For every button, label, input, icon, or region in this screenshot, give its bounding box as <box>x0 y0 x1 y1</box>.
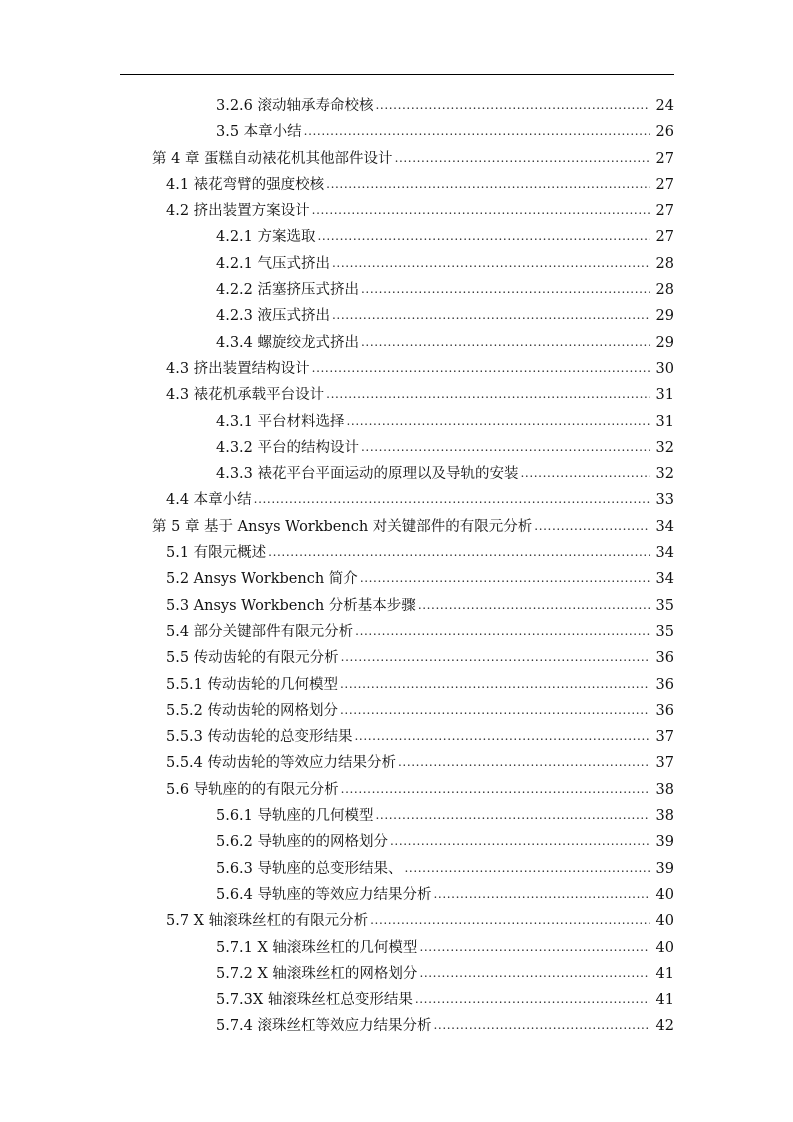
toc-entry-title: 5.7.2 X 轴滚珠丝杠的网格划分 <box>216 965 418 982</box>
toc-entry[interactable] <box>0 935 793 961</box>
toc-dot-leader <box>434 1013 650 1039</box>
toc-entry[interactable] <box>0 93 793 119</box>
toc-entry-page-number: 40 <box>655 886 674 903</box>
toc-entry[interactable] <box>0 645 793 671</box>
toc-entry[interactable] <box>0 566 793 592</box>
toc-entry-title: 5.5 传动齿轮的有限元分析 <box>166 650 339 667</box>
toc-entry-title: 5.1 有限元概述 <box>166 545 267 562</box>
toc-entry-title: 4.3.4 螺旋绞龙式挤出 <box>216 334 360 351</box>
toc-entry-page-number: 27 <box>655 176 674 193</box>
toc-entry-page-number: 30 <box>655 360 674 377</box>
toc-entry-title: 4.2 挤出装置方案设计 <box>166 203 310 220</box>
toc-dot-leader <box>370 908 650 934</box>
toc-entry-title: 4.2.1 方案选取 <box>216 229 316 246</box>
toc-entry[interactable] <box>0 356 793 382</box>
toc-entry-page-number: 41 <box>655 965 674 982</box>
toc-dot-leader <box>418 593 650 619</box>
toc-entry[interactable] <box>0 146 793 172</box>
toc-dot-leader <box>340 672 650 698</box>
toc-dot-leader <box>534 514 650 540</box>
toc-entry-title: 5.6.4 导轨座的等效应力结果分析 <box>216 886 432 903</box>
toc-entry-title: 第 5 章 基于 Ansys Workbench 对关键部件的有限元分析 <box>152 518 533 535</box>
toc-entry-title: 4.4 本章小结 <box>166 492 252 509</box>
toc-entry-page-number: 39 <box>655 860 674 877</box>
toc-entry[interactable] <box>0 277 793 303</box>
toc-dot-leader <box>254 487 650 513</box>
toc-entry[interactable] <box>0 1013 793 1039</box>
toc-dot-leader <box>304 119 650 145</box>
toc-entry-page-number: 37 <box>655 755 674 772</box>
toc-entry-page-number: 24 <box>655 98 674 114</box>
toc-dot-leader <box>355 619 650 645</box>
toc-entry-title: 5.5.2 传动齿轮的网格划分 <box>166 702 339 719</box>
toc-entry[interactable] <box>0 330 793 356</box>
toc-entry[interactable] <box>0 829 793 855</box>
toc-dot-leader <box>361 330 650 356</box>
toc-dot-leader <box>390 829 650 855</box>
toc-entry-page-number: 35 <box>655 623 674 640</box>
toc-entry-title: 5.6 导轨座的的有限元分析 <box>166 781 339 798</box>
toc-entry-page-number: 31 <box>655 413 674 430</box>
toc-entry-title: 5.7.3X 轴滚珠丝杠总变形结果 <box>216 992 413 1009</box>
toc-entry-title: 4.2.3 液压式挤出 <box>216 308 331 325</box>
toc-entry[interactable] <box>0 461 793 487</box>
toc-dot-leader <box>398 750 650 776</box>
toc-entry-page-number: 35 <box>655 597 674 614</box>
toc-entry-page-number: 42 <box>655 1018 674 1035</box>
toc-entry-page-number: 38 <box>655 781 674 798</box>
toc-entry-title: 5.5.4 传动齿轮的等效应力结果分析 <box>166 755 397 772</box>
toc-entry[interactable] <box>0 224 793 250</box>
toc-entry[interactable] <box>0 987 793 1013</box>
toc-dot-leader <box>347 409 650 435</box>
toc-entry-page-number: 31 <box>655 387 674 404</box>
toc-dot-leader <box>326 382 650 408</box>
toc-entry-title: 5.2 Ansys Workbench 简介 <box>166 571 358 588</box>
toc-entry-title: 5.5.3 传动齿轮的总变形结果 <box>166 729 353 746</box>
toc-dot-leader <box>360 566 650 592</box>
toc-entry[interactable] <box>0 856 793 882</box>
toc-entry-page-number: 28 <box>655 282 674 299</box>
toc-entry[interactable] <box>0 724 793 750</box>
toc-dot-leader <box>434 882 650 908</box>
toc-entry-title: 4.3 裱花机承载平台设计 <box>166 387 325 404</box>
toc-entry[interactable] <box>0 540 793 566</box>
toc-entry[interactable] <box>0 172 793 198</box>
toc-entry[interactable] <box>0 619 793 645</box>
toc-dot-leader <box>312 198 650 224</box>
toc-entry-title: 5.7.1 X 轴滚珠丝杠的几何模型 <box>216 939 418 956</box>
toc-dot-leader <box>341 645 650 671</box>
toc-dot-leader <box>340 698 650 724</box>
toc-dot-leader <box>521 461 650 487</box>
toc-entry[interactable] <box>0 303 793 329</box>
toc-entry[interactable] <box>0 198 793 224</box>
toc-entry[interactable] <box>0 803 793 829</box>
toc-entry-page-number: 32 <box>655 439 674 456</box>
toc-entry-page-number: 27 <box>655 150 674 167</box>
header-rule <box>120 74 674 75</box>
toc-entry[interactable] <box>0 698 793 724</box>
toc-entry-title: 5.4 部分关键部件有限元分析 <box>166 623 354 640</box>
toc-dot-leader <box>268 540 650 566</box>
toc-entry-page-number: 36 <box>655 676 674 693</box>
toc-entry-page-number: 27 <box>655 203 674 220</box>
toc-entry[interactable] <box>0 961 793 987</box>
toc-entry-page-number: 29 <box>655 308 674 325</box>
toc-entry[interactable] <box>0 487 793 513</box>
toc-dot-leader <box>332 251 650 277</box>
toc-entry-page-number: 27 <box>655 229 674 246</box>
toc-entry[interactable] <box>0 882 793 908</box>
toc-dot-leader <box>332 303 650 329</box>
toc-entry-page-number: 34 <box>655 518 674 535</box>
toc-entry[interactable] <box>0 119 793 145</box>
toc-dot-leader <box>312 356 650 382</box>
toc-entry-page-number: 33 <box>655 492 674 509</box>
toc-dot-leader <box>419 961 650 987</box>
toc-entry-title: 3.5 本章小结 <box>216 124 302 141</box>
toc-dot-leader <box>376 93 650 119</box>
toc-entry-title: 5.7.4 滚珠丝杠等效应力结果分析 <box>216 1018 432 1035</box>
toc-entry[interactable] <box>0 382 793 408</box>
toc-dot-leader <box>395 146 650 172</box>
toc-entry-page-number: 40 <box>655 939 674 956</box>
toc-dot-leader <box>419 935 650 961</box>
toc-dot-leader <box>326 172 650 198</box>
toc-entry-page-number: 29 <box>655 334 674 351</box>
toc-entry-title: 5.6.1 导轨座的几何模型 <box>216 808 374 825</box>
toc-entry[interactable] <box>0 593 793 619</box>
toc-entry-page-number: 34 <box>655 545 674 562</box>
toc-dot-leader <box>318 224 650 250</box>
table-of-contents <box>0 93 793 1040</box>
toc-entry-title: 5.3 Ansys Workbench 分析基本步骤 <box>166 597 416 614</box>
toc-entry[interactable] <box>0 514 793 540</box>
toc-entry[interactable] <box>0 750 793 776</box>
toc-entry-page-number: 28 <box>655 255 674 272</box>
toc-entry-title: 5.6.2 导轨座的的网格划分 <box>216 834 389 851</box>
toc-dot-leader <box>361 435 650 461</box>
toc-entry[interactable] <box>0 672 793 698</box>
toc-entry-title: 4.1 裱花弯臂的强度校核 <box>166 176 325 193</box>
toc-entry-page-number: 32 <box>655 466 674 483</box>
toc-dot-leader <box>355 724 650 750</box>
toc-entry-page-number: 38 <box>655 808 674 825</box>
toc-entry-page-number: 36 <box>655 702 674 719</box>
toc-entry-title: 5.7 X 轴滚珠丝杠的有限元分析 <box>166 913 369 930</box>
toc-dot-leader <box>415 987 650 1013</box>
toc-entry-title: 4.3.1 平台材料选择 <box>216 413 345 430</box>
toc-entry-title: 3.2.6 滚动轴承寿命校核 <box>216 98 374 114</box>
toc-entry-page-number: 39 <box>655 834 674 851</box>
toc-entry-page-number: 41 <box>655 992 674 1009</box>
toc-entry-title: 4.2.2 活塞挤压式挤出 <box>216 282 360 299</box>
toc-entry-title: 5.6.3 导轨座的总变形结果、 <box>216 860 403 877</box>
toc-entry-title: 4.3.2 平台的结构设计 <box>216 439 360 456</box>
toc-dot-leader <box>361 277 650 303</box>
toc-entry[interactable] <box>0 409 793 435</box>
toc-entry-title: 5.5.1 传动齿轮的几何模型 <box>166 676 339 693</box>
toc-entry-page-number: 26 <box>655 124 674 141</box>
toc-entry[interactable] <box>0 435 793 461</box>
toc-entry-title: 4.2.1 气压式挤出 <box>216 255 331 272</box>
toc-entry[interactable] <box>0 777 793 803</box>
toc-entry[interactable] <box>0 251 793 277</box>
toc-entry-title: 第 4 章 蛋糕自动裱花机其他部件设计 <box>152 150 393 167</box>
toc-entry-page-number: 37 <box>655 729 674 746</box>
toc-dot-leader <box>405 856 650 882</box>
toc-dot-leader <box>376 803 650 829</box>
toc-entry-title: 4.3 挤出装置结构设计 <box>166 360 310 377</box>
toc-entry-title: 4.3.3 裱花平台平面运动的原理以及导轨的安装 <box>216 466 519 483</box>
toc-entry-page-number: 36 <box>655 650 674 667</box>
toc-entry[interactable] <box>0 908 793 934</box>
toc-entry-page-number: 40 <box>655 913 674 930</box>
toc-dot-leader <box>341 777 650 803</box>
toc-entry-page-number: 34 <box>655 571 674 588</box>
